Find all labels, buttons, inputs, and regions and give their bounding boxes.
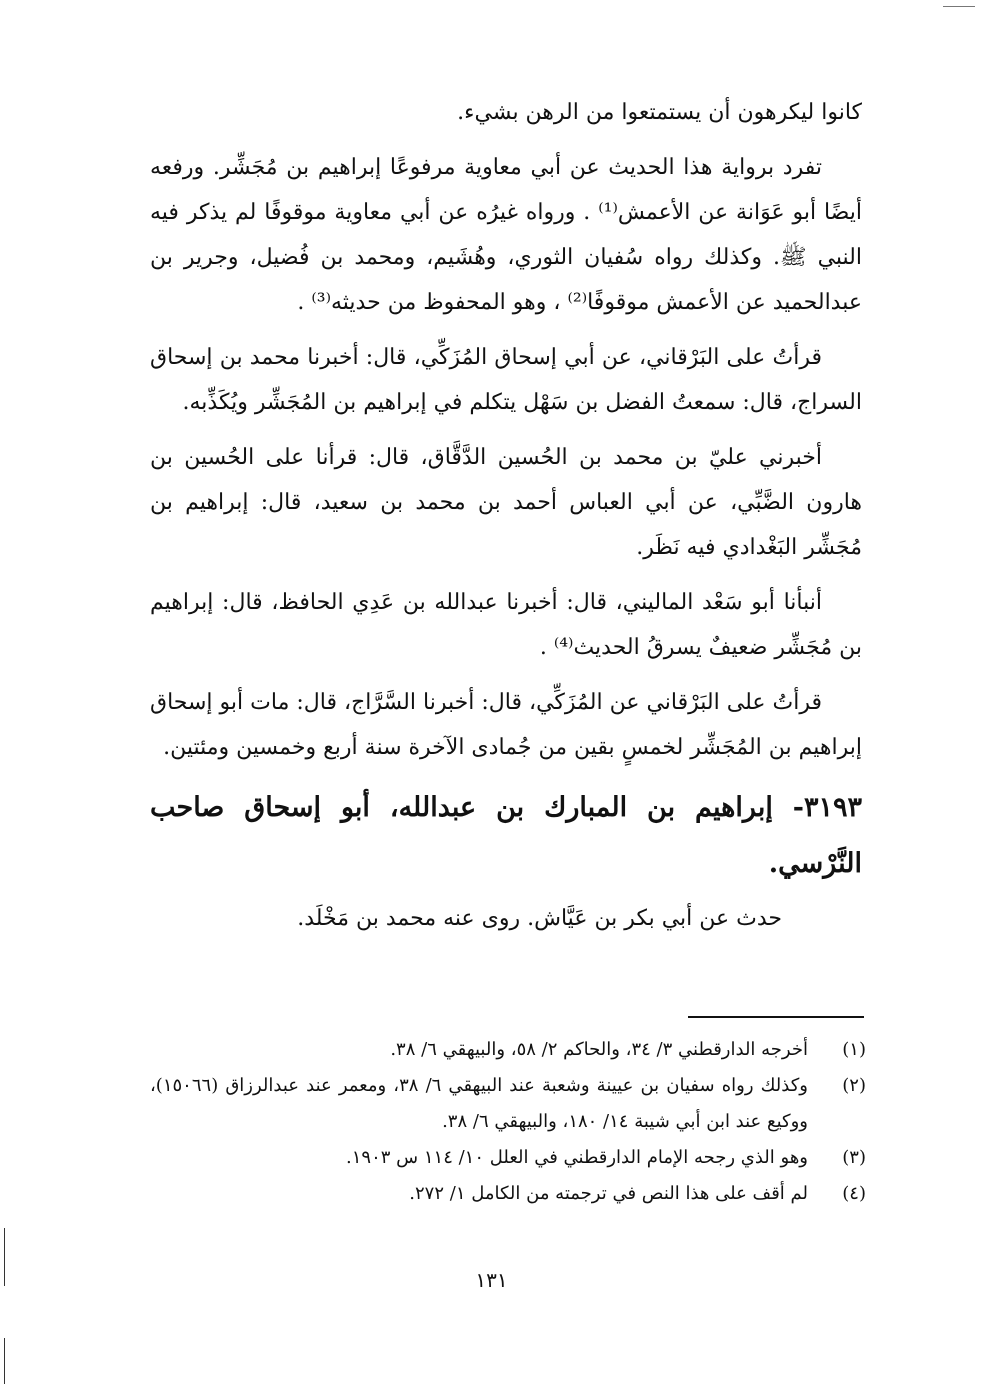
footnote-separator bbox=[688, 1016, 864, 1018]
scan-margin-line bbox=[4, 1338, 5, 1384]
scan-margin-line bbox=[4, 1228, 5, 1286]
footnote-1 bbox=[150, 1032, 866, 1068]
footnote-number: (٢) bbox=[842, 1075, 866, 1096]
scan-mark bbox=[943, 6, 975, 7]
footnote-number: (١) bbox=[842, 1039, 866, 1060]
footnote-number: (٤) bbox=[842, 1183, 866, 1204]
footnotes bbox=[150, 1032, 866, 1212]
entry-heading: ٣١٩٣- إبراهيم بن المبارك بن عبدالله، أبو إسحاق صاحب النَّرْسي. bbox=[150, 792, 862, 879]
footnote-text: لم أقف على هذا النص في ترجمته من الكامل ١/ ٢٧٢. bbox=[409, 1183, 808, 1204]
footnote-text: أخرجه الدارقطني ٣/ ٣٤، والحاكم ٢/ ٥٨، والبيهقي ٦/ ٣٨. bbox=[390, 1039, 808, 1060]
footnote-4 bbox=[150, 1176, 866, 1212]
footnote-2 bbox=[150, 1068, 866, 1140]
footnote-text: وكذلك رواه سفيان بن عيينة وشعبة عند البيهقي ٦/ ٣٨، ومعمر عند عبدالرزاق (١٥٠٦٦)، ووكيع عند ابن أبي شيبة ١٤/ ١٨٠، والبيهقي ٦/ ٣٨. bbox=[150, 1075, 809, 1132]
footnote-number: (٣) bbox=[842, 1147, 866, 1168]
paragraph-4: أنبأنا أبو سَعْد الماليني، قال: أخبرنا عبدالله بن عَدِي الحافظ، قال: إبراهيم بن مُجَشِّر ضعيفٌ يسرقُ الحديث⁽⁴⁾ . bbox=[150, 590, 862, 660]
continuation-line: كانوا ليكرهون أن يستمتعوا من الرهن بشيء. bbox=[457, 100, 862, 125]
paragraph-2: قرأتُ على البَرْقاني، عن أبي إسحاق المُزَكِّي، قال: أخبرنا محمد بن إسحاق السراج، قال: سمعتُ الفضل بن سَهْل يتكلم في إبراهيم بن المُجَشِّر ويُكَذِّبه. bbox=[150, 345, 862, 415]
footnote-text: وهو الذي رجحه الإمام الدارقطني في العلل ١٠/ ١١٤ س ١٩٠٣. bbox=[346, 1147, 808, 1168]
entry-text: حدث عن أبي بكر بن عَيَّاش. روى عنه محمد بن مَخْلَد. bbox=[297, 906, 782, 931]
main-text bbox=[150, 90, 862, 951]
paragraph-5: قرأتُ على البَرْقاني عن المُزَكِّي، قال: أخبرنا السَّرَّاج، قال: مات أبو إسحاق إبراهيم بن المُجَشِّر لخمسٍ بقين من جُمادى الآخرة سنة أربع وخمسين ومئتين. bbox=[150, 690, 862, 760]
page-number: ١٣١ bbox=[475, 1268, 508, 1292]
footnote-3 bbox=[150, 1140, 866, 1176]
paragraph-1: تفرد برواية هذا الحديث عن أبي معاوية مرفوعًا إبراهيم بن مُجَشِّر. ورفعه أيضًا أبو عَوَانة عن الأعمش⁽¹⁾ . ورواه غيرُه عن أبي معاوية موقوفًا لم يذكر فيه النبي ﷺ. وكذلك رواه سُفيان الثوري، وهُشَيم، ومحمد بن فُضيل، وجرير بن عبدالحميد عن الأعمش موقوفًا⁽²⁾ ، وهو المحفوظ من حديثه⁽³⁾ . bbox=[150, 155, 862, 315]
paragraph-3: أخبرني عليّ بن محمد بن الحُسين الدَّقَّاق، قال: قرأنا على الحُسين بن هارون الضَّبِّي، عن أبي العباس أحمد بن محمد بن سعيد، قال: إبراهيم بن مُجَشِّر البَغْدادي فيه نَظَر. bbox=[150, 445, 862, 560]
